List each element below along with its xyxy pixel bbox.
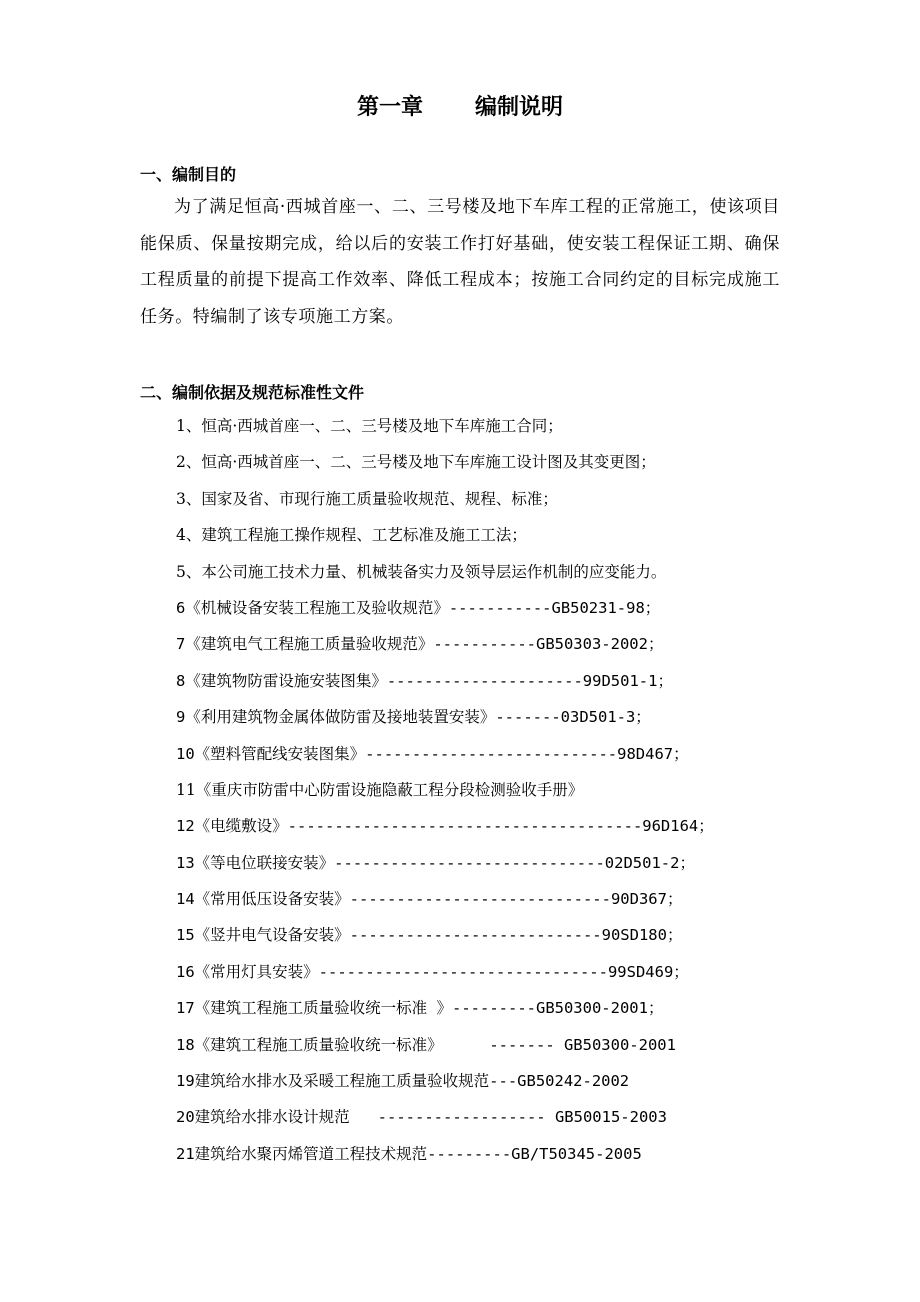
chapter-number: 第一章 <box>356 95 423 120</box>
list-item: 19建筑给水排水及采暖工程施工质量验收规范---GB50242-2002 <box>176 1072 630 1091</box>
list-item: 14《常用低压设备安装》----------------------------90D367； <box>176 890 683 909</box>
page-title <box>0 90 920 121</box>
list-item: 16《常用灯具安装》-------------------------------99SD469； <box>176 962 689 981</box>
purpose-paragraph: 为了满足恒高·西城首座一、二、三号楼及地下车库工程的正常施工，使该项目能保质、保量按期完成，给以后的安装工作打好基础，使安装工程保证工期、确保工程质量的前提下提高工作效率、降低工程成本；按施工合同约定的目标完成施工任务。特编制了该专项施工方案。 <box>140 197 780 327</box>
list-item: 10《塑料管配线安装图集》---------------------------98D467； <box>176 744 689 763</box>
list-item: 6《机械设备安装工程施工及验收规范》-----------GB50231-98； <box>176 598 661 617</box>
section-heading-basis: 二、编制依据及规范标准性文件 <box>140 383 365 402</box>
list-item: 17《建筑工程施工质量验收统一标准 》---------GB50300-2001； <box>176 999 664 1018</box>
list-item: 7《建筑电气工程施工质量验收规范》-----------GB50303-2002； <box>176 635 664 654</box>
list-item: 20建筑给水排水设计规范 ------------------ GB50015-2003 <box>176 1108 667 1127</box>
list-item: 12《电缆敷设》--------------------------------------96D164； <box>176 817 714 836</box>
list-item: 11《重庆市防雷中心防雷设施隐蔽工程分段检测验收手册》 <box>176 780 584 799</box>
list-item: 1、恒高·西城首座一、二、三号楼及地下车库施工合同； <box>176 417 563 435</box>
chapter-name: 编制说明 <box>475 95 564 120</box>
list-item: 4、建筑工程施工操作规程、工艺标准及施工工法； <box>176 526 527 545</box>
list-item: 3、国家及省、市现行施工质量验收规范、规程、标准； <box>176 489 558 508</box>
list-item: 21建筑给水聚丙烯管道工程技术规范---------GB/T50345-2005 <box>176 1144 642 1163</box>
list-item: 18《建筑工程施工质量验收统一标准》 ------- GB50300-2001 <box>176 1035 676 1054</box>
basis-list <box>176 408 714 1172</box>
list-item: 2、恒高·西城首座一、二、三号楼及地下车库施工设计图及其变更图； <box>176 453 656 472</box>
section-heading-purpose: 一、编制目的 <box>140 165 237 184</box>
list-item: 8《建筑物防雷设施安装图集》---------------------99D501-1； <box>176 671 673 690</box>
list-item: 9《利用建筑物金属体做防雷及接地装置安装》-------03D501-3； <box>176 708 651 727</box>
list-item: 5、本公司施工技术力量、机械装备实力及领导层运作机制的应变能力。 <box>176 562 667 581</box>
list-item: 15《竖井电气设备安装》---------------------------90SD180； <box>176 926 683 945</box>
list-item: 13《等电位联接安装》-----------------------------02D501-2； <box>176 853 695 872</box>
